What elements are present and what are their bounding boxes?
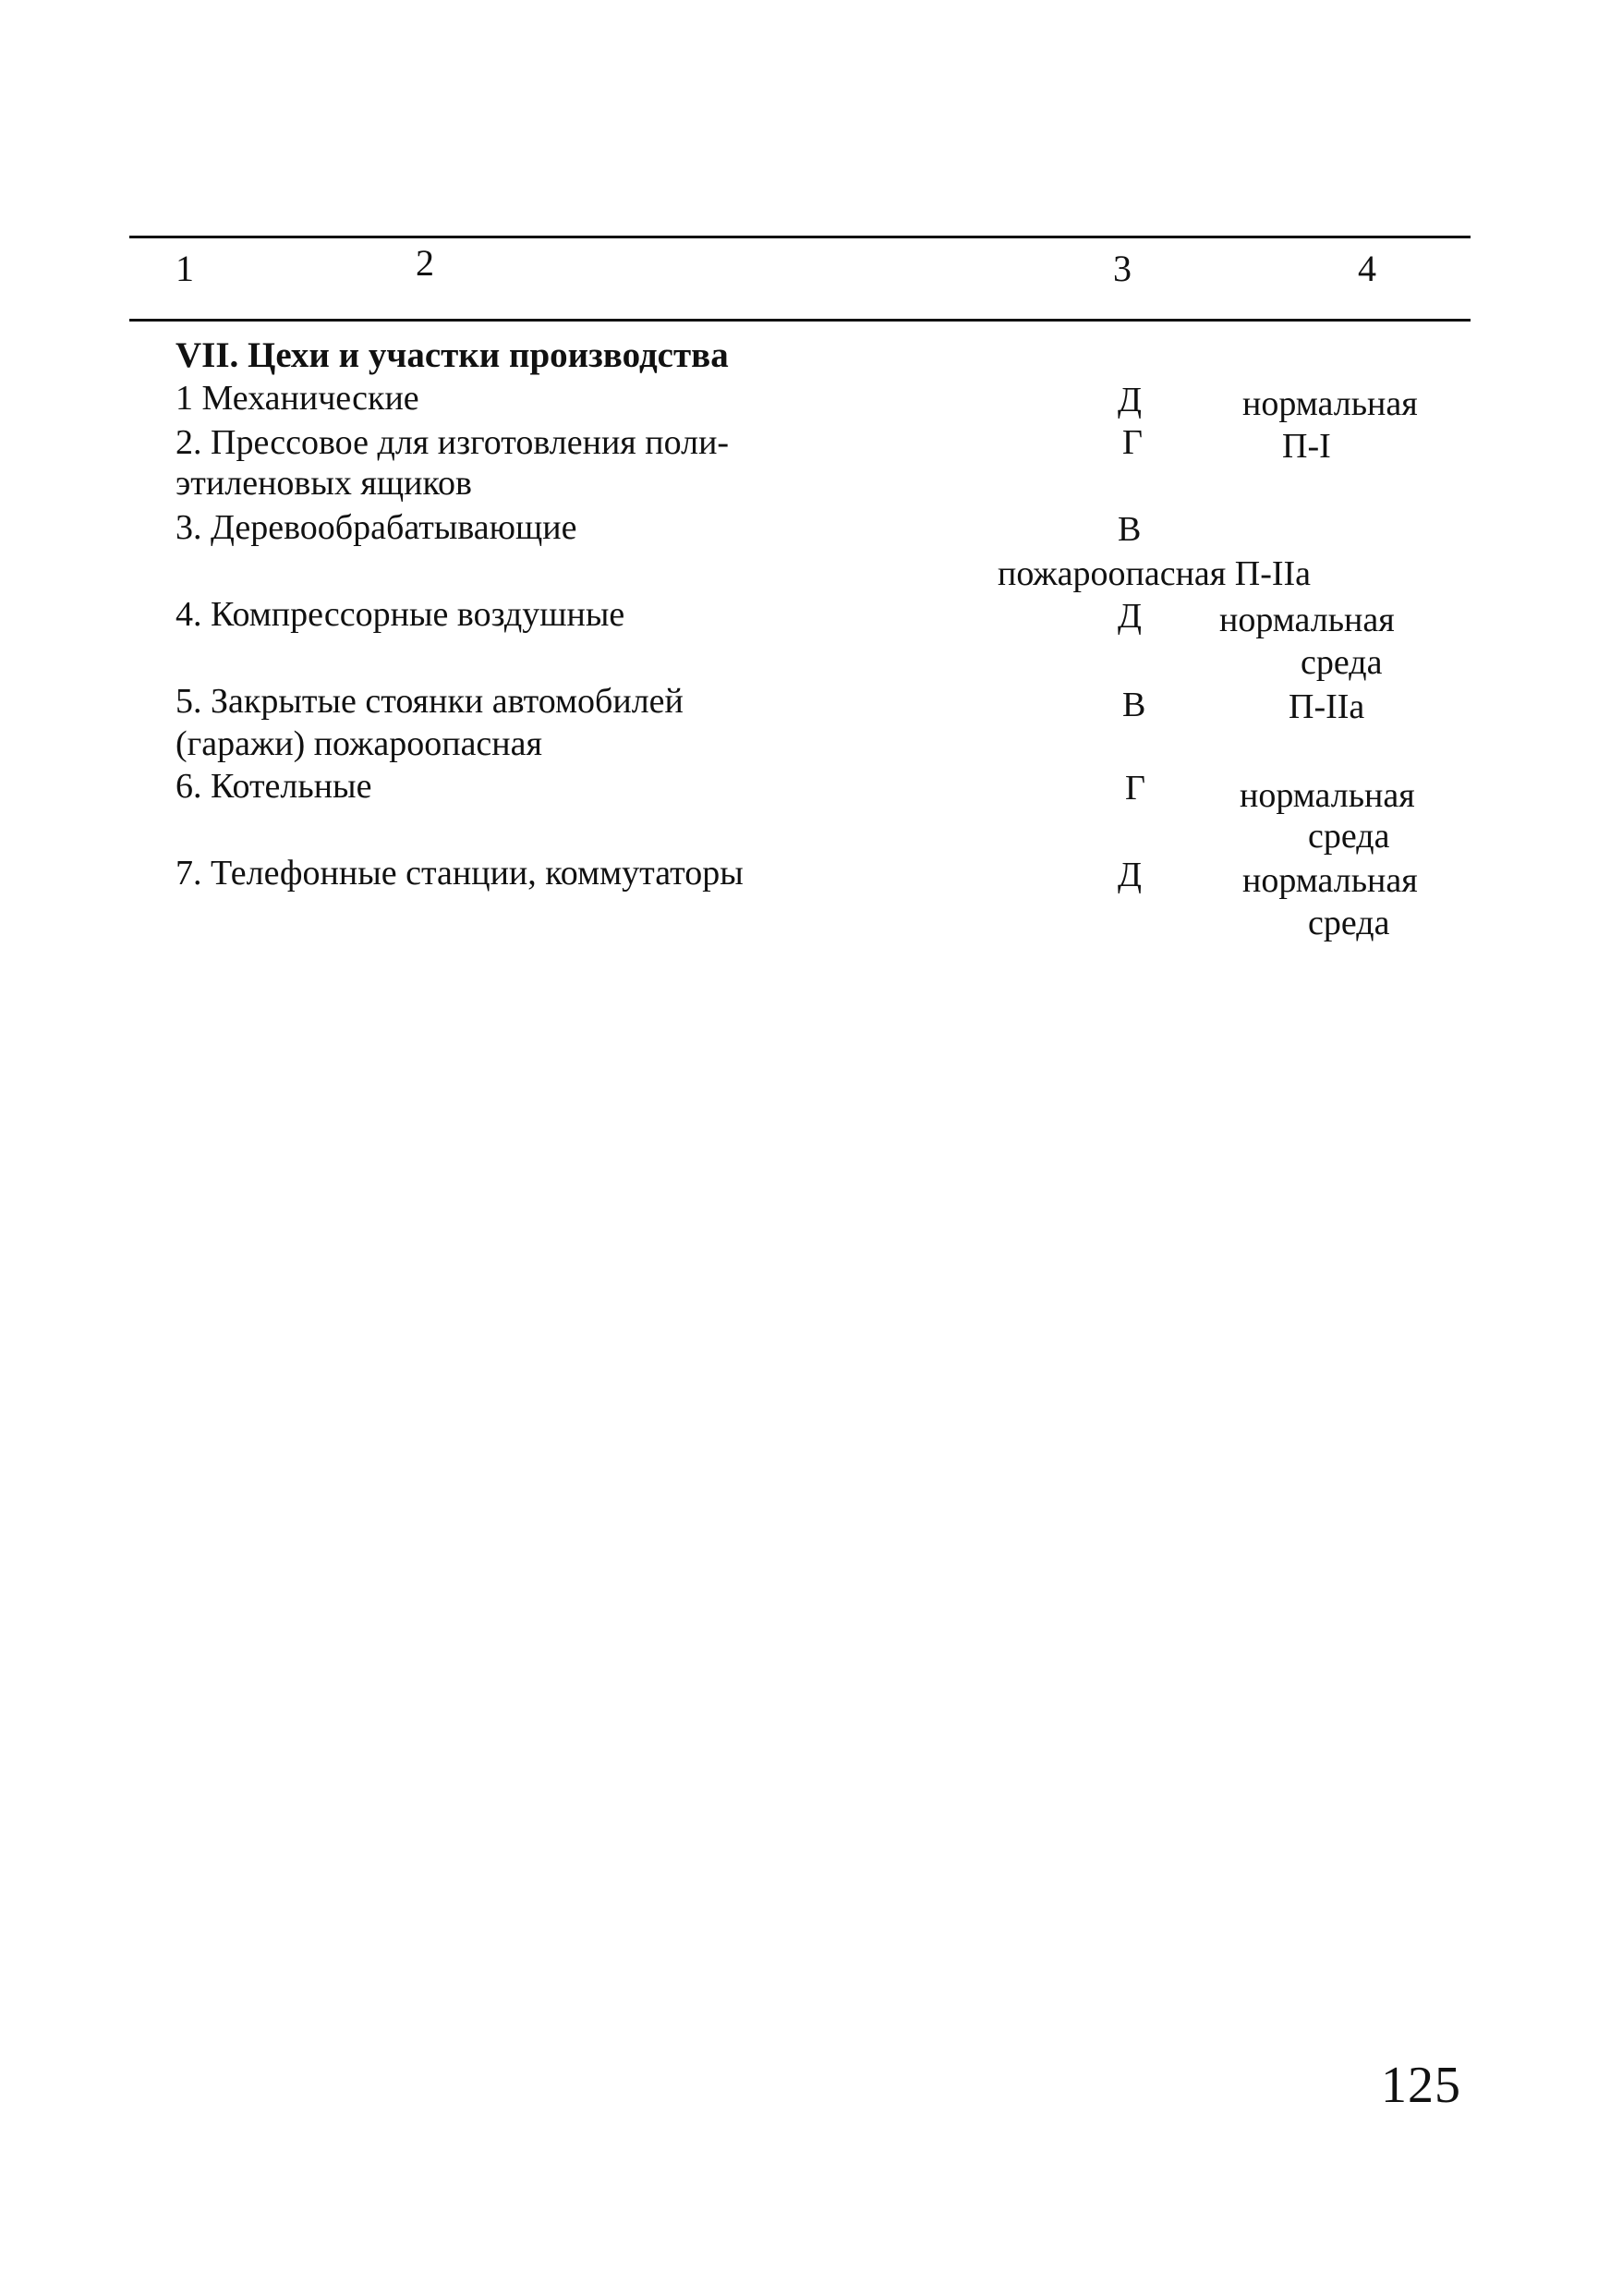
row-class-line: нормальная — [1242, 861, 1418, 900]
row-category: Д — [1118, 597, 1142, 636]
table-header-rule — [129, 319, 1471, 322]
column-header-4: 4 — [1358, 248, 1376, 289]
row-class-line: среда — [1301, 643, 1383, 682]
row-name-line: этиленовых ящиков — [176, 464, 472, 503]
row-class-line: нормальная — [1242, 384, 1418, 423]
row-class-line: среда — [1308, 817, 1390, 856]
column-header-2: 2 — [416, 242, 434, 284]
row-category: Г — [1125, 769, 1145, 808]
table-top-rule — [129, 236, 1471, 238]
row-name-line: 5. Закрытые стоянки автомобилей — [176, 682, 684, 721]
row-class-line: П-IIа — [1289, 687, 1365, 726]
row-class-line: нормальная — [1219, 601, 1395, 639]
row-name-line: 7. Телефонные станции, коммутаторы — [176, 854, 744, 893]
row-class-line: среда — [1308, 904, 1390, 942]
page-number: 125 — [1381, 2057, 1461, 2114]
row-class-line: пожароопасная П-IIа — [998, 554, 1312, 593]
row-name-line: (гаражи) пожароопасная — [176, 724, 542, 763]
row-category: Д — [1118, 856, 1142, 894]
row-category: Д — [1118, 381, 1142, 419]
section-title: VII. Цехи и участки производства — [176, 335, 729, 375]
row-name-line: 1 Механические — [176, 379, 419, 418]
row-category: В — [1122, 686, 1146, 724]
column-header-3: 3 — [1113, 248, 1132, 289]
row-name-line: 4. Компрессорные воздушные — [176, 595, 625, 634]
column-header-1: 1 — [176, 248, 194, 289]
row-name-line: 6. Котельные — [176, 767, 372, 806]
row-class-line: П-I — [1282, 427, 1331, 466]
row-class-line: нормальная — [1240, 776, 1415, 815]
row-category: Г — [1122, 423, 1143, 462]
row-name-line: 2. Прессовое для изготовления поли- — [176, 423, 730, 462]
row-name-line: 3. Деревообрабатывающие — [176, 508, 577, 547]
row-category: В — [1118, 510, 1142, 549]
